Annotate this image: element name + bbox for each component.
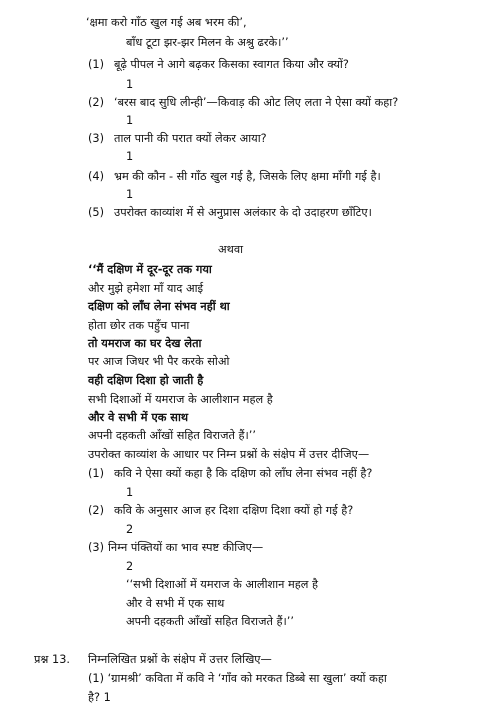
question-label: प्रश्न 13.	[34, 653, 70, 666]
question-number: (3)	[88, 132, 105, 145]
poem-line: और वे सभी में एक साथ	[88, 411, 189, 424]
poem-line: सभी दिशाओं में यमराज के आलीशान महल है	[88, 393, 273, 406]
question-number: (2)	[88, 504, 105, 517]
or-label: अथवा	[218, 243, 244, 256]
quote-line: अपनी दहकती आँखों सहित विराजते हैं।’’	[126, 615, 294, 628]
poem-line: ‘‘मैं दक्षिण में दूर-दूर तक गया	[88, 263, 212, 276]
question-text: भ्रम की कौन - सी गाँठ खुल गई है, जिसके लिए क्षमा माँगी गई है।	[114, 170, 381, 183]
question-number: (1)	[88, 467, 105, 480]
poem-line: तो यमराज का घर देख लेता	[88, 337, 202, 350]
question-text: निम्न पंक्तियों का भाव स्पष्ट कीजिए—	[108, 541, 264, 554]
question-text: कवि के अनुसार आज हर दिशा दक्षिण दिशा क्यों हो गई है?	[114, 504, 354, 517]
marks: 1	[126, 486, 134, 499]
question-heading: निम्नलिखित प्रश्नों के संक्षेप में उत्तर लिखिए—	[88, 653, 272, 666]
quote-line: और वे सभी में एक साथ	[126, 597, 225, 610]
question-number: (5)	[88, 206, 105, 219]
question-number: (2)	[88, 96, 105, 109]
question-text: ‘बरस बाद सुधि लीन्ही’—किवाड़ की ओट लिए लता ने ऐसा क्यों कहा?	[114, 96, 399, 109]
marks: 1	[126, 114, 134, 127]
poem-line: ‘क्षमा करो गाँठ खुल गई अब भरम की’,	[86, 16, 247, 29]
question-text: ताल पानी की परात क्यों लेकर आया?	[114, 132, 267, 145]
marks: 2	[126, 560, 134, 573]
question-number: (4)	[88, 170, 105, 183]
question-number: (3)	[88, 541, 105, 554]
poem-line: और मुझे हमेशा माँ याद आई	[88, 282, 204, 295]
poem-line: अपनी दहकती आँखों सहित विराजते हैं।’’	[88, 429, 256, 442]
quote-line: ‘‘सभी दिशाओं में यमराज के आलीशान महल है	[126, 578, 318, 591]
question-text: बूढ़े पीपल ने आगे बढ़कर किसका स्वागत किया और क्यों?	[114, 58, 349, 71]
question-text: उपरोक्त काव्यांश में से अनुप्रास अलंकार के दो उदाहरण छाँटिए।	[114, 206, 372, 219]
marks: 1	[126, 150, 134, 163]
marks: 2	[126, 523, 134, 536]
question-number: (1)	[88, 58, 105, 71]
question-text: कवि ने ऐसा क्यों कहा है कि दक्षिण को लाँघ लेना संभव नहीं है?	[114, 467, 373, 480]
marks: 1	[126, 78, 134, 91]
marks: 1	[126, 188, 134, 201]
poem-line: वही दक्षिण दिशा हो जाती है	[88, 374, 204, 387]
question-text: है? 1	[88, 691, 111, 704]
instruction-text: उपरोक्त काव्यांश के आधार पर निम्न प्रश्नों के संक्षेप में उत्तर दीजिए—	[88, 448, 370, 461]
poem-line: बाँध टूटा झर-झर मिलन के अश्रु ढरके।’’	[126, 36, 289, 49]
question-text: (1) ‘ग्रामश्री’ कविता में कवि ने ‘गाँव को मरकत डिब्बे सा खुला’ क्यों कहा	[88, 672, 387, 685]
poem-line: पर आज जिधर भी पैर करके सोओ	[88, 355, 230, 368]
poem-line: होता छोर तक पहुँच पाना	[88, 319, 190, 332]
poem-line: दक्षिण को लाँघ लेना संभव नहीं था	[88, 300, 230, 313]
